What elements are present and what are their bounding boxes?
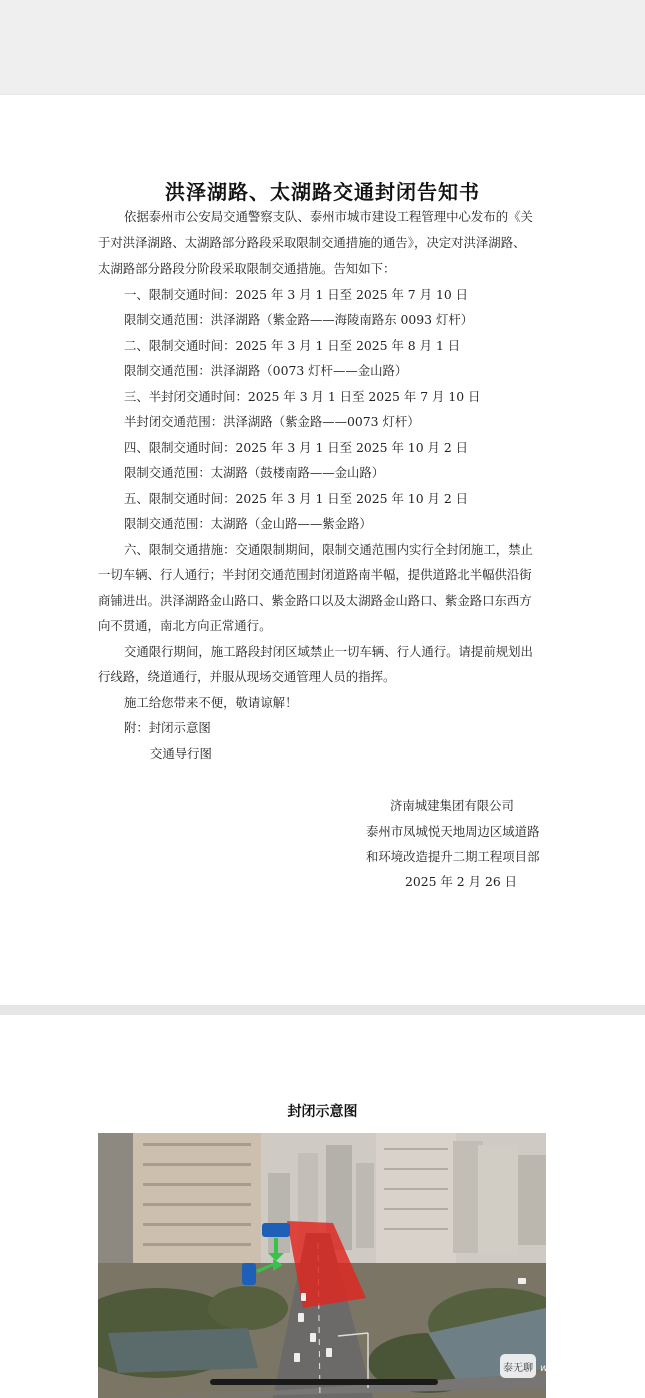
page-title: 洪泽湖路、太湖路交通封闭告知书 [165, 180, 480, 204]
attachment-second: 交通导行图 [150, 746, 212, 761]
notice-line: 行线路，绕道通行，并服从现场交通管理人员的指挥。 [98, 669, 396, 684]
item-line: 三、半封闭交通时间：2025 年 3 月 1 日至 2025 年 7 月 10 日 [124, 389, 481, 404]
watermark-logo [500, 1353, 636, 1379]
measures-line: 商铺进出。洪泽湖路金山路口、紫金路口以及太湖路金山路口、紫金路口东西方 [98, 593, 532, 608]
signature-company: 济南城建集团有限公司 [390, 798, 514, 813]
item-line: 限制交通范围：洪泽湖路（0073 灯杆——金山路） [124, 363, 408, 378]
item-line: 半封闭交通范围：洪泽湖路（紫金路——0073 灯杆） [124, 414, 420, 429]
apology-line: 施工给您带来不便，敬请谅解！ [124, 695, 298, 710]
svg-text:www.txwl.net: www.txwl.net [540, 1363, 608, 1374]
measures-line: 六、限制交通措施：交通限制期间，限制交通范围内实行全封闭施工，禁止 [124, 542, 533, 557]
intro-line: 依据泰州市公安局交通警察支队、泰州市城市建设工程管理中心发布的《关 [124, 209, 533, 224]
home-indicator[interactable] [210, 1379, 438, 1385]
item-line: 二、限制交通时间：2025 年 3 月 1 日至 2025 年 8 月 1 日 [124, 338, 461, 353]
viewer-top-bar [0, 0, 645, 95]
signature-date: 2025 年 2 月 26 日 [405, 874, 518, 889]
item-line: 五、限制交通时间：2025 年 3 月 1 日至 2025 年 10 月 2 日 [124, 491, 469, 506]
item-line: 四、限制交通时间：2025 年 3 月 1 日至 2025 年 10 月 2 日 [124, 440, 469, 455]
item-line: 一、限制交通时间：2025 年 3 月 1 日至 2025 年 7 月 10 日 [124, 287, 469, 302]
measures-line: 向不贯通，南北方向正常通行。 [98, 618, 272, 633]
item-line: 限制交通范围：太湖路（金山路——紫金路） [124, 516, 372, 531]
measures-line: 一切车辆、行人通行；半封闭交通范围封闭道路南半幅，提供道路北半幅供沿街 [98, 567, 532, 582]
intro-line: 太湖路部分路段分阶段采取限制交通措施。告知如下： [98, 261, 396, 276]
closure-aerial-photo [98, 1133, 546, 1398]
intro-line: 于对洪泽湖路、太湖路部分路段采取限制交通措施的通告》，决定对洪泽湖路、 [98, 235, 526, 250]
page-separator [0, 1005, 645, 1015]
item-line: 限制交通范围：太湖路（鼓楼南路——金山路） [124, 465, 385, 480]
signature-dept-line1: 泰州市凤城悦天地周边区域道路 [366, 824, 540, 839]
item-line: 限制交通范围：洪泽湖路（紫金路——海陵南路东 0093 灯杆） [124, 312, 474, 327]
figure-title: 封闭示意图 [287, 1104, 358, 1120]
svg-text:泰无聊: 泰无聊 [503, 1363, 533, 1374]
signature-dept-line2: 和环境改造提升二期工程项目部 [366, 849, 540, 864]
notice-line: 交通限行期间，施工路段封闭区域禁止一切车辆、行人通行。请提前规划出 [124, 644, 533, 659]
attachment-label: 附：封闭示意图 [124, 720, 211, 735]
aerial-scene [98, 1133, 546, 1398]
